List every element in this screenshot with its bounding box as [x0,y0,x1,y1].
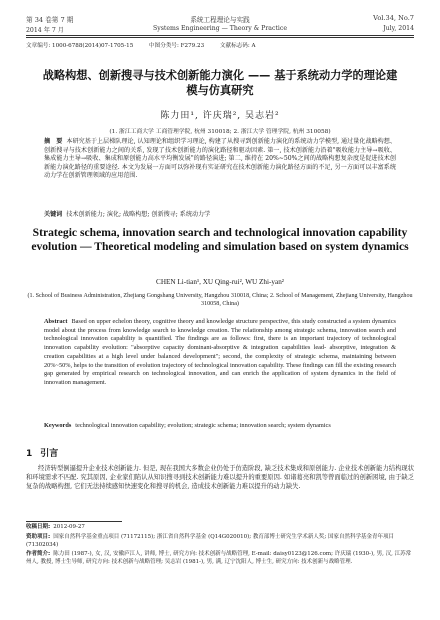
journal-title-en: Systems Engineering — Theory & Practice [152,25,288,32]
footnote-author [26,551,414,566]
document-code: 文献标志码: A [219,43,256,49]
paper-title-en: Strategic schema, innovation search and technological innovation capability evolution — Theoretical modeling and simulation based on system dynamics [31,226,409,253]
abstract-zh-label: 摘 要 [44,138,63,145]
keywords-en [44,422,396,431]
affiliations-zh: (1. 浙江工商大学 工商管理学院, 杭州 310018; 2. 浙江大学 管理学院, 杭州 310058) [109,129,331,135]
footnote-rule [26,521,122,522]
abstract-en-text: Based on upper echelon theory, cognitive theory and knowledge structure perspective, this study constructed a system dynamics model about the process from knowledge search to knowledge creation. The relationship among strategic schema, innovation search and technological innovation capability is quantified. The findings are as follows: first, there is an important trajectory of technological innovation capability evolution: "absorptive capacity dominant-absorptive & integration capabilities lead- absorptive, integration & creation capabilities at a high level under balanced development"; second, the complexity of strategic schema, maintaining between 20%~50%, helps to the transition of evolution trajectory of technological innovation capability. These findings can fill the existing research gap generated by empirical research on technological innovation, and can enrich the application of system dynamics in the field of innovation management. [44,318,396,386]
funding-label: 资助项目: [26,534,51,540]
abstract-zh-text: 本研究基于上层梯队理论, 认知理论和组织学习理论, 构建了从搜寻到创新能力演化的系统动力学模型, 通过量化战略构想、创新搜寻与技术创新能力之间的关系, 发现了技术创新能力的演化路径和驱动因素. 第一, 技术创新能力沿着"吸收能力主导→吸收、集成能力主导→吸收、集成和原创能力高水平均衡发展"的路径演进; 第二, 维持在 20%~50%之间的战略构想复杂度是促进技术创新能力演化路径的重要途径. 本文为发展一方面可以弥补现有实证研究在技术创新能力演化路径方面的不足, 另一方面可以丰富系统动力学在创新管理领域的应用范围. [44,138,397,180]
section-number: 1 [26,449,33,459]
volume-en: Vol.34, No.7 [373,14,414,22]
authors-zh: 陈力田¹, 许庆瑞², 吴志岩² [160,111,280,121]
paper-title-zh: 战略构想、创新搜寻与技术创新能力演化 —— 基于系统动力学的理论建模与仿真研究 [42,69,398,97]
footnote-funding [26,534,414,549]
keywords-en-label: Keywords [44,422,72,429]
section-body: 经济转型倒逼提升企业技术创新能力. 但是, 现在我国大多数企业仍处于仿造阶段, 缺乏技术集成和原创能力. 企业技术创新能力结构现状和环境需求不匹配. 究其原因, 企业家们陷认从知识搜寻到技术创新能力难以提升的重要原因. 如诸葛亮和凯等曾面临过的创新困境, 由于缺乏复杂的战略构想, 它们无法持续感知快速变化和搜寻的机会, 造成技术创新能力难以提升的动力缺失. [26,465,414,490]
funding-text: 国家自然科学基金重点项目 (71172115); 浙江省自然科学基金 (Q14G020010); 教育部博士研究生学术新人奖; 国家自然科学基金青年项目 (71302034) [26,534,394,548]
running-header-bottom [26,25,414,35]
received-label: 收稿日期: [26,524,51,530]
header-rule [26,35,414,36]
date-zh: 2014 年 7 月 [26,27,64,34]
received-date: 2012-09-27 [53,524,85,530]
abstract-zh [44,138,396,181]
header-rule-thin [26,37,414,38]
keywords-zh-label: 关键词 [44,211,63,218]
footnote-received [26,524,414,532]
section-heading [26,446,58,459]
abstract-en-label: Abstract [44,318,68,325]
abstract-en [44,318,396,388]
running-header-top [26,14,414,24]
journal-title-zh: 系统工程理论与实践 [190,16,250,24]
date-en: July, 2014 [383,25,414,32]
article-meta [26,41,414,49]
author-bio-label: 作者简介: [26,551,51,557]
article-number: 文章编号: 1000-6788(2014)07-1705-15 [26,43,134,49]
affiliations-en: (1. School of Business Administration, Zhejiang Gongshang University, Hangzhou 310018, China; 2. School of Management, Zhejiang University, Hangzhou 310058, China) [27,293,413,308]
clc-number: 中图分类号: F279.23 [149,43,205,49]
section-title: 引言 [40,449,59,459]
volume-zh: 第 34 卷第 7 期 [26,16,74,24]
author-bio-text: 陈力田 (1987-), 女, 汉, 安徽庐江人, 讲师, 博士, 研究方向: 技术创新与战略管理, E-mail: daisy0123@126.com; 许庆瑞 (1930-), 男, 汉, 江苏常州人, 教授, 博士生导师, 研究方向: 技术创新与战略管理; 吴志岩 (1981-), 男, 满, 辽宁沈阳人, 博士生, 研究方向: 技术创新与战略管理. [26,551,412,565]
keywords-zh [44,209,396,218]
keywords-zh-text: 技术创新能力; 演化; 战略构想; 创新搜寻; 系统动力学 [66,211,211,218]
authors-en: CHEN Li-tian¹, XU Qing-rui², WU Zhi-yan² [156,278,284,286]
keywords-en-text: technological innovation capability; evolution; strategic schema; innovation search; system dynamics [75,422,331,429]
